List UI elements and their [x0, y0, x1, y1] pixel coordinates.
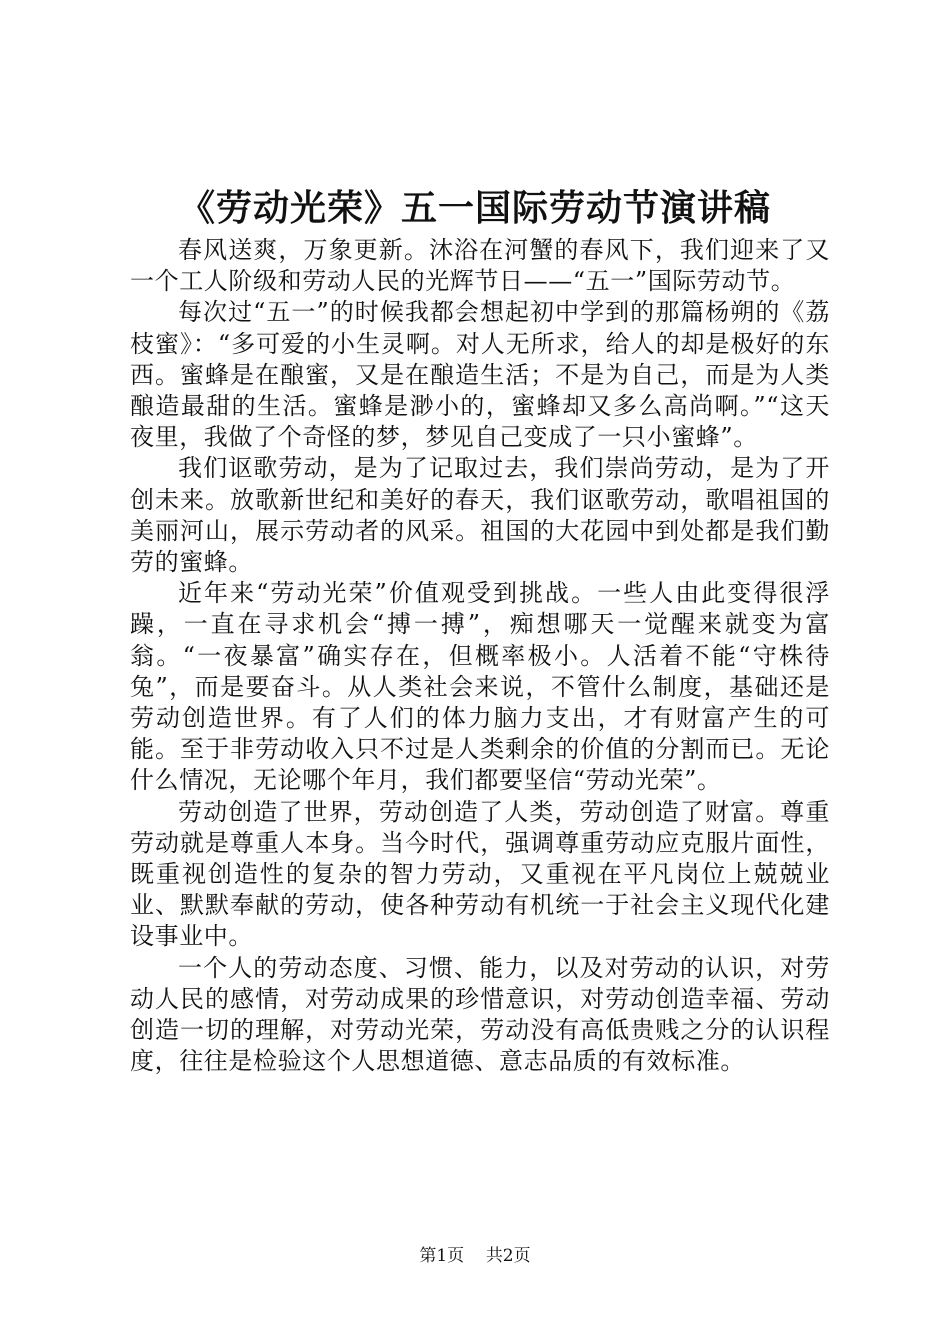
paragraph: 劳动创造了世界，劳动创造了人类，劳动创造了财富。尊重劳动就是尊重人本身。当今时代，强调尊重劳动应克服片面性，既重视创造性的复杂的智力劳动，又重视在平凡岗位上兢兢业业、默默奉献的劳动，使各种劳动有机统一于社会主义现代化建设事业中。	[130, 797, 830, 951]
page-total: 共2页	[485, 1246, 531, 1266]
paragraph: 我们讴歌劳动，是为了记取过去，我们崇尚劳动，是为了开创未来。放歌新世纪和美好的春天，我们讴歌劳动，歌唱祖国的美丽河山，展示劳动者的风采。祖国的大花园中到处都是我们勤劳的蜜蜂。	[130, 454, 830, 577]
document-title: 《劳动光荣》五一国际劳动节演讲稿	[178, 187, 771, 229]
paragraph: 一个人的劳动态度、习惯、能力，以及对劳动的认识，对劳动人民的感情，对劳动成果的珍惜意识，对劳动创造幸福、劳动创造一切的理解，对劳动光荣，劳动没有高低贵贱之分的认识程度，往往是检验这个人思想道德、意志品质的有效标准。	[130, 953, 830, 1076]
paragraph: 近年来“劳动光荣”价值观受到挑战。一些人由此变得很浮躁，一直在寻求机会“搏一搏”，痴想哪天一觉醒来就变为富翁。“一夜暴富”确实存在，但概率极小。人活着不能“守株待兔”，而是要奋斗。从人类社会来说，不管什么制度，基础还是劳动创造世界。有了人们的体力脑力支出，才有财富产生的可能。至于非劳动收入只不过是人类剩余的价值的分割而已。无论什么情况，无论哪个年月，我们都要坚信“劳动光荣”。	[130, 579, 830, 795]
paragraph: 每次过“五一”的时候我都会想起初中学到的那篇杨朔的《荔枝蜜》：“多可爱的小生灵啊。对人无所求，给人的却是极好的东西。蜜蜂是在酿蜜，又是在酿造生活；不是为自己，而是为人类酿造最甜的生活。蜜蜂是渺小的，蜜蜂却又多么高尚啊。”“这天夜里，我做了个奇怪的梦，梦见自己变成了一只小蜜蜂”。	[130, 298, 830, 452]
page-footer	[0, 1244, 950, 1268]
page-number: 第1页	[419, 1246, 465, 1266]
paragraph: 春风送爽，万象更新。沐浴在河蟹的春风下，我们迎来了又一个工人阶级和劳动人民的光辉节日——“五一”国际劳动节。	[130, 236, 830, 296]
document-body	[130, 235, 830, 1077]
